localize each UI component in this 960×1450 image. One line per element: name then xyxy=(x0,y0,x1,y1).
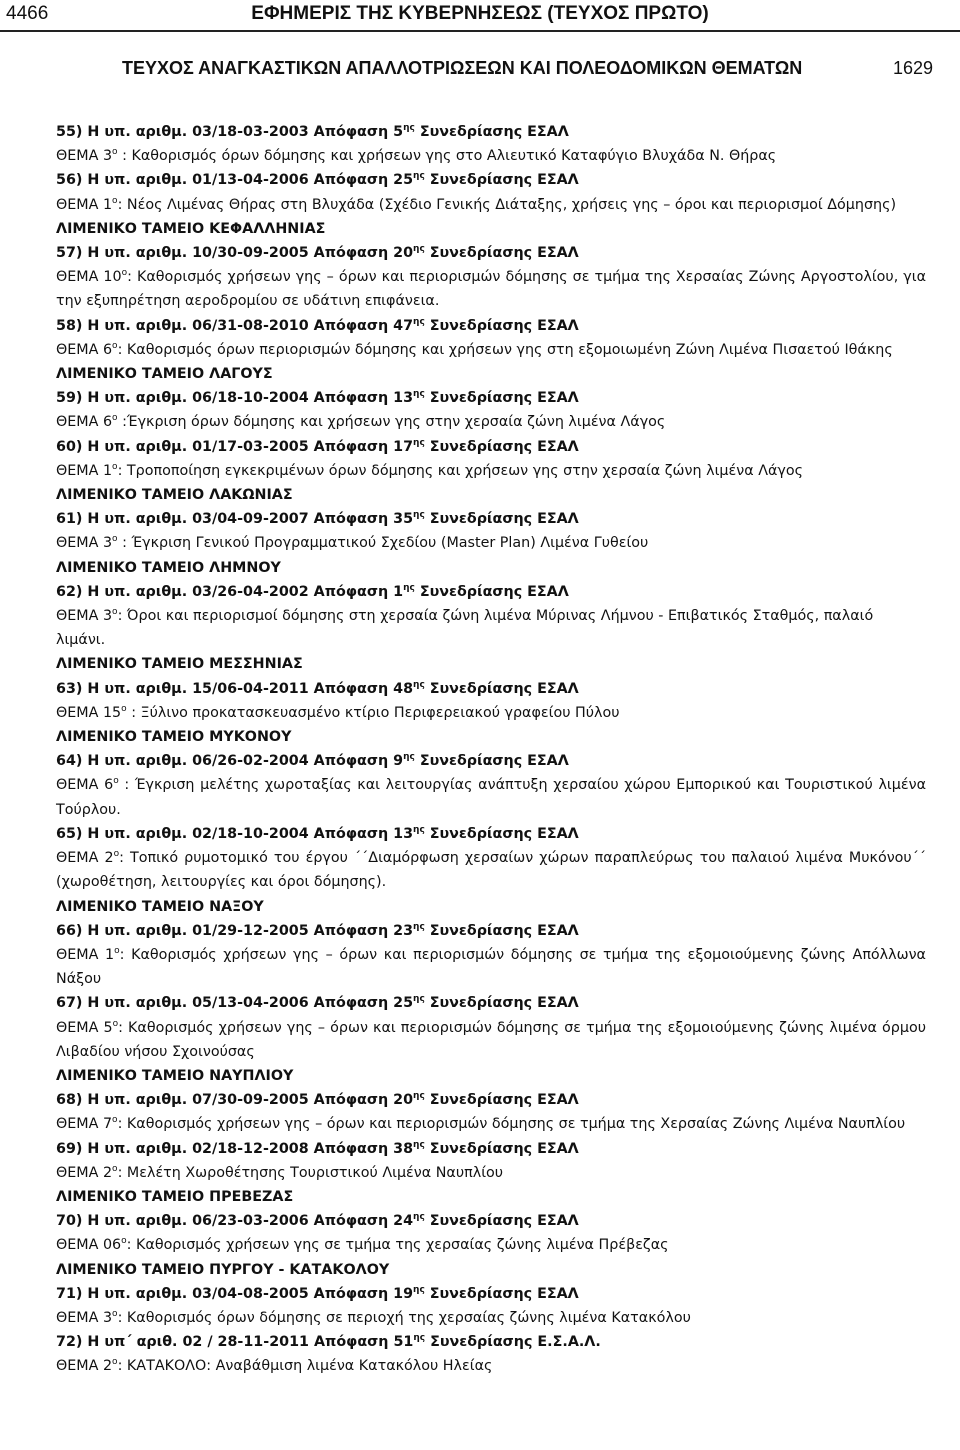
superscript: ο xyxy=(112,413,118,424)
line-text: 69) Η υπ. αριθμ. 02/18-12-2008 Απόφαση 38 xyxy=(56,1140,414,1157)
topic-line xyxy=(56,459,926,483)
section-heading: ΛΙΜΕΝΙΚΟ ΤΑΜΕΙΟ ΠΡΕΒΕΖΑΣ xyxy=(56,1188,294,1205)
superscript: ο xyxy=(112,1308,118,1319)
superscript: ο xyxy=(114,945,120,956)
line-continuation: : ΚΑΤΑΚΟΛΟ: Αναβάθμιση λιμένα Κατακόλου Ηλείας xyxy=(117,1358,493,1375)
topic-line xyxy=(56,1233,926,1257)
topic-line xyxy=(56,1016,926,1064)
topic-line xyxy=(56,701,926,725)
superscript: ο xyxy=(121,268,128,279)
superscript: ης xyxy=(413,510,425,521)
superscript: ης xyxy=(403,752,415,763)
superscript: ης xyxy=(413,1139,425,1150)
superscript: ης xyxy=(413,244,425,255)
line-text: 56) Η υπ. αριθμ. 01/13-04-2006 Απόφαση 25 xyxy=(56,172,414,189)
superscript: ο xyxy=(112,461,118,472)
superscript: ης xyxy=(413,921,425,932)
line-continuation: : Καθορισμός όρων δόμησης και χρήσεων γης στο Αλιευτικό Καταφύγιο Βλυχάδα Ν. Θήρας xyxy=(117,148,777,165)
page-header xyxy=(0,0,960,32)
line-text: ΘΕΜΑ 06 xyxy=(56,1237,122,1254)
line-text: ΘΕΜΑ 1 xyxy=(56,196,113,213)
line-text: ΘΕΜΑ 3 xyxy=(56,148,113,165)
line-continuation: Συνεδρίασης ΕΣΑΛ xyxy=(414,124,569,140)
decision-reference xyxy=(56,677,926,701)
page-number: 4466 xyxy=(6,3,49,24)
superscript: ης xyxy=(413,1333,426,1344)
line-continuation: Συνεδρίασης ΕΣΑΛ xyxy=(424,1285,579,1302)
superscript: ο xyxy=(112,1115,118,1126)
section-heading: ΛΙΜΕΝΙΚΟ ΤΑΜΕΙΟ ΚΕΦΑΛΛΗΝΙΑΣ xyxy=(56,220,326,237)
line-text: ΘΕΜΑ 1 xyxy=(56,462,113,479)
line-continuation: : Ξύλινο προκατασκευασμένο κτίριο Περιφερειακού γραφείου Πύλου xyxy=(126,704,620,721)
line-text: ΘΕΜΑ 5 xyxy=(56,1019,113,1036)
line-continuation: : Μελέτη Χωροθέτησης Τουριστικού Λιμένα Ναυπλίου xyxy=(117,1164,504,1181)
topic-line xyxy=(56,1112,926,1136)
section-heading: ΛΙΜΕΝΙΚΟ ΤΑΜΕΙΟ ΛΗΜΝΟΥ xyxy=(56,559,281,576)
superscript: ης xyxy=(413,824,425,835)
line-text: ΘΕΜΑ 1 xyxy=(56,946,115,963)
line-continuation: : Καθορισμός όρων περιορισμών δόμησης και χρήσεων γης στη εξομοιωμένη Ζώνη Λιμένα Πισαετού Ιθάκης xyxy=(117,341,893,358)
line-text: ΘΕΜΑ 3 xyxy=(56,535,113,552)
line-text: ΘΕΜΑ 3 xyxy=(56,608,113,625)
line-continuation: Συνεδρίασης ΕΣΑΛ xyxy=(424,680,579,697)
line-text: 58) Η υπ. αριθμ. 06/31-08-2010 Απόφαση 47 xyxy=(56,317,414,334)
topic-line xyxy=(56,265,926,313)
line-text: 57) Η υπ. αριθμ. 10/30-09-2005 Απόφαση 20 xyxy=(56,245,414,262)
topic-line xyxy=(56,846,926,894)
line-text: ΘΕΜΑ 7 xyxy=(56,1116,113,1133)
topic-line xyxy=(56,604,926,652)
line-continuation: Συνεδρίασης ΕΣΑΛ xyxy=(414,583,569,600)
superscript: ης xyxy=(413,994,425,1005)
line-text: 59) Η υπ. αριθμ. 06/18-10-2004 Απόφαση 13 xyxy=(56,390,414,407)
decision-reference xyxy=(56,314,926,338)
superscript: ης xyxy=(403,582,415,593)
decision-reference xyxy=(56,168,926,192)
superscript: ο xyxy=(121,1236,127,1247)
line-continuation: : Νέος Λιμένας Θήρας στη Βλυχάδα (Σχέδιο Γενικής Διάταξης, χρήσεις γης – όροι και περιορισμοί Δόμησης) xyxy=(117,196,897,213)
issue-page-number: 1629 xyxy=(893,58,934,78)
superscript: ο xyxy=(112,1163,118,1174)
line-text: 72) Η υπ΄ αριθ. 02 / 28-11-2011 Απόφαση 51 xyxy=(56,1334,414,1351)
topic-line xyxy=(56,1161,926,1185)
line-text: 55) Η υπ. αριθμ. 03/18-03-2003 Απόφαση 5 xyxy=(56,124,404,140)
superscript: ο xyxy=(112,195,118,206)
superscript: ης xyxy=(413,1284,425,1295)
line-continuation: Συνεδρίασης ΕΣΑΛ xyxy=(424,172,579,189)
line-continuation: Συνεδρίασης ΕΣΑΛ xyxy=(424,1213,579,1230)
topic-line xyxy=(56,338,926,362)
section-heading: ΛΙΜΕΝΙΚΟ ΤΑΜΕΙΟ ΜΥΚΟΝΟΥ xyxy=(56,729,292,746)
line-text: ΘΕΜΑ 2 xyxy=(56,1164,113,1181)
section-heading: ΛΙΜΕΝΙΚΟ ΤΑΜΕΙΟ ΠΥΡΓΟΥ - ΚΑΤΑΚΟΛΟΥ xyxy=(56,1261,390,1278)
line-text: 64) Η υπ. αριθμ. 06/26-02-2004 Απόφαση 9 xyxy=(56,753,404,770)
superscript: ο xyxy=(112,534,118,545)
issue-title: ΤΕΥΧΟΣ ΑΝΑΓΚΑΣΤΙΚΩΝ ΑΠΑΛΛΟΤΡΙΩΣΕΩΝ ΚΑΙ ΠΟΛΕΟΔΟΜΙΚΩΝ ΘΕΜΑΤΩΝ xyxy=(122,58,803,78)
superscript: ης xyxy=(413,389,425,400)
superscript: ο xyxy=(112,1018,119,1029)
superscript: ο xyxy=(121,703,127,714)
superscript: ο xyxy=(112,1357,118,1368)
line-continuation: Συνεδρίασης ΕΣΑΛ xyxy=(424,317,579,334)
line-continuation: : Όροι και περιορισμοί δόμησης στη χερσαία ζώνη λιμένα Μύρινας Λήμνου - Επιβατικός Σταθμός, παλαιό λιμάνι. xyxy=(56,608,874,649)
section-heading: ΛΙΜΕΝΙΚΟ ΤΑΜΕΙΟ ΜΕΣΣΗΝΙΑΣ xyxy=(56,656,303,673)
superscript: ης xyxy=(413,437,425,448)
decision-reference xyxy=(56,435,926,459)
line-text: 62) Η υπ. αριθμ. 03/26-04-2002 Απόφαση 1 xyxy=(56,583,404,600)
line-continuation: Συνεδρίασης ΕΣΑΛ xyxy=(414,753,569,770)
line-text: 68) Η υπ. αριθμ. 07/30-09-2005 Απόφαση 20 xyxy=(56,1092,414,1109)
topic-line xyxy=(56,773,926,821)
superscript: ης xyxy=(413,679,425,690)
decision-reference xyxy=(56,1330,926,1354)
line-continuation: : Έγκριση μελέτης χωροταξίας και λειτουργίας ανάπτυξη χερσαίου χώρου Εμπορικού και Τουριστικού λιμένα Τούρλου. xyxy=(56,777,926,818)
decision-reference xyxy=(56,822,926,846)
decision-reference xyxy=(56,507,926,531)
decision-reference xyxy=(56,919,926,943)
line-text: 61) Η υπ. αριθμ. 03/04-09-2007 Απόφαση 35 xyxy=(56,511,414,528)
topic-line xyxy=(56,943,926,991)
decision-reference xyxy=(56,749,926,773)
decision-reference xyxy=(56,991,926,1015)
issue-header xyxy=(0,58,960,84)
superscript: ο xyxy=(112,340,118,351)
line-continuation: Συνεδρίασης ΕΣΑΛ xyxy=(424,511,579,528)
line-continuation: Συνεδρίασης ΕΣΑΛ xyxy=(424,1092,579,1109)
line-text: ΘΕΜΑ 10 xyxy=(56,269,122,286)
topic-line xyxy=(56,1306,926,1330)
topic-line xyxy=(56,1354,926,1378)
line-text: 66) Η υπ. αριθμ. 01/29-12-2005 Απόφαση 23 xyxy=(56,922,414,939)
section-heading: ΛΙΜΕΝΙΚΟ ΤΑΜΕΙΟ ΝΑΥΠΛΙΟΥ xyxy=(56,1067,294,1084)
line-text: ΘΕΜΑ 3 xyxy=(56,1309,113,1326)
decision-reference xyxy=(56,386,926,410)
line-text: 60) Η υπ. αριθμ. 01/17-03-2005 Απόφαση 17 xyxy=(56,438,414,455)
line-continuation: Συνεδρίασης ΕΣΑΛ xyxy=(424,245,579,262)
section-heading: ΛΙΜΕΝΙΚΟ ΤΑΜΕΙΟ ΝΑΞΟΥ xyxy=(56,898,264,915)
line-continuation: Συνεδρίασης ΕΣΑΛ xyxy=(424,438,579,455)
superscript: ης xyxy=(413,1212,425,1223)
line-text: 63) Η υπ. αριθμ. 15/06-04-2011 Απόφαση 48 xyxy=(56,680,414,697)
line-continuation: : Καθορισμός χρήσεων γης – όρων και περιορισμών δόμησης σε τμήμα της εξομοιούμενης ζώνης λιμένα όρμου Λιβαδίου νήσου Σχοινούσας xyxy=(56,1019,926,1060)
decision-reference xyxy=(56,1088,926,1112)
topic-line xyxy=(56,144,926,168)
line-text: 70) Η υπ. αριθμ. 06/23-03-2006 Απόφαση 24 xyxy=(56,1213,414,1230)
decision-reference xyxy=(56,580,926,604)
section-heading: ΛΙΜΕΝΙΚΟ ΤΑΜΕΙΟ ΛΑΓΟΥΣ xyxy=(56,366,273,383)
line-continuation: Συνεδρίασης ΕΣΑΛ xyxy=(424,825,579,842)
decision-reference xyxy=(56,120,926,144)
line-continuation: : Καθορισμός χρήσεων γης σε τμήμα της χερσαίας ζώνης λιμένα Πρέβεζας xyxy=(126,1237,669,1254)
superscript: ης xyxy=(413,316,425,327)
line-text: ΘΕΜΑ 6 xyxy=(56,414,113,431)
line-continuation: Συνεδρίασης ΕΣΑΛ xyxy=(424,390,579,407)
line-text: ΘΕΜΑ 6 xyxy=(56,777,114,794)
journal-title: ΕΦΗΜΕΡΙΣ ΤΗΣ ΚΥΒΕΡΝΗΣΕΩΣ (ΤΕΥΧΟΣ ΠΡΩΤΟ) xyxy=(251,3,709,24)
line-text: ΘΕΜΑ 15 xyxy=(56,704,122,721)
decision-reference xyxy=(56,241,926,265)
topic-line xyxy=(56,531,926,555)
line-continuation: : Καθορισμός χρήσεων γης – όρων και περιορισμών δόμησης σε τμήμα της Χερσαίας Ζώνης Λιμένα Ναυπλίου xyxy=(117,1116,906,1133)
superscript: ης xyxy=(403,123,415,133)
line-continuation: Συνεδρίασης ΕΣΑΛ xyxy=(424,995,579,1012)
topic-line xyxy=(56,410,926,434)
line-text: 65) Η υπ. αριθμ. 02/18-10-2004 Απόφαση 13 xyxy=(56,825,414,842)
line-continuation: Συνεδρίασης ΕΣΑΛ xyxy=(424,1140,579,1157)
line-continuation: :Έγκριση όρων δόμησης και χρήσεων γης στην χερσαία ζώνη λιμένα Λάγος xyxy=(117,414,666,431)
section-heading: ΛΙΜΕΝΙΚΟ ΤΑΜΕΙΟ ΛΑΚΩΝΙΑΣ xyxy=(56,487,293,504)
line-text: ΘΕΜΑ 2 xyxy=(56,850,114,867)
superscript: ης xyxy=(413,171,425,182)
document-body xyxy=(56,120,926,1379)
line-continuation: Συνεδρίασης ΕΣΑΛ xyxy=(424,922,579,939)
superscript: ο xyxy=(113,849,120,860)
line-continuation: : Καθορισμός χρήσεων γης – όρων και περιορισμών δόμησης σε τμήμα της εξομοιούμενης ζώνης Απόλλωνα Νάξου xyxy=(56,946,926,988)
line-continuation: : Τροποποίηση εγκεκριμένων όρων δόμησης και χρήσεων γης στην χερσαία ζώνη λιμένα Λάγος xyxy=(117,462,803,479)
topic-line xyxy=(56,193,926,217)
decision-reference xyxy=(56,1137,926,1161)
superscript: ο xyxy=(112,147,118,158)
line-continuation: : Καθορισμός χρήσεων γης – όρων και περιορισμών δόμησης σε τμήμα της Χερσαίας Ζώνης Αργοστολίου, για την εξυπηρέτηση αεροδρομίου σε υδάτινη επιφάνεια. xyxy=(56,269,926,310)
decision-reference xyxy=(56,1282,926,1306)
line-text: 67) Η υπ. αριθμ. 05/13-04-2006 Απόφαση 25 xyxy=(56,995,414,1012)
superscript: ο xyxy=(113,776,119,787)
line-text: 71) Η υπ. αριθμ. 03/04-08-2005 Απόφαση 19 xyxy=(56,1285,414,1302)
line-text: ΘΕΜΑ 6 xyxy=(56,341,113,358)
line-continuation: : Καθορισμός όρων δόμησης σε περιοχή της χερσαίας ζώνης λιμένα Κατακόλου xyxy=(117,1309,691,1326)
line-continuation: : Έγκριση Γενικού Προγραμματικού Σχεδίου (Master Plan) Λιμένα Γυθείου xyxy=(117,535,649,552)
line-continuation: Συνεδρίασης Ε.Σ.Α.Λ. xyxy=(425,1334,601,1351)
line-continuation: : Τοπικό ρυμοτομικό του έργου ΄΄Διαμόρφωση χερσαίων χώρων παραπλεύρως του παλαιού λιμένα Μυκόνου΄΄ (χωροθέτηση, λειτουργίες και όροι δόμησης). xyxy=(56,850,926,891)
decision-reference xyxy=(56,1209,926,1233)
superscript: ο xyxy=(112,607,118,618)
line-text: ΘΕΜΑ 2 xyxy=(56,1358,113,1375)
superscript: ης xyxy=(413,1091,425,1102)
